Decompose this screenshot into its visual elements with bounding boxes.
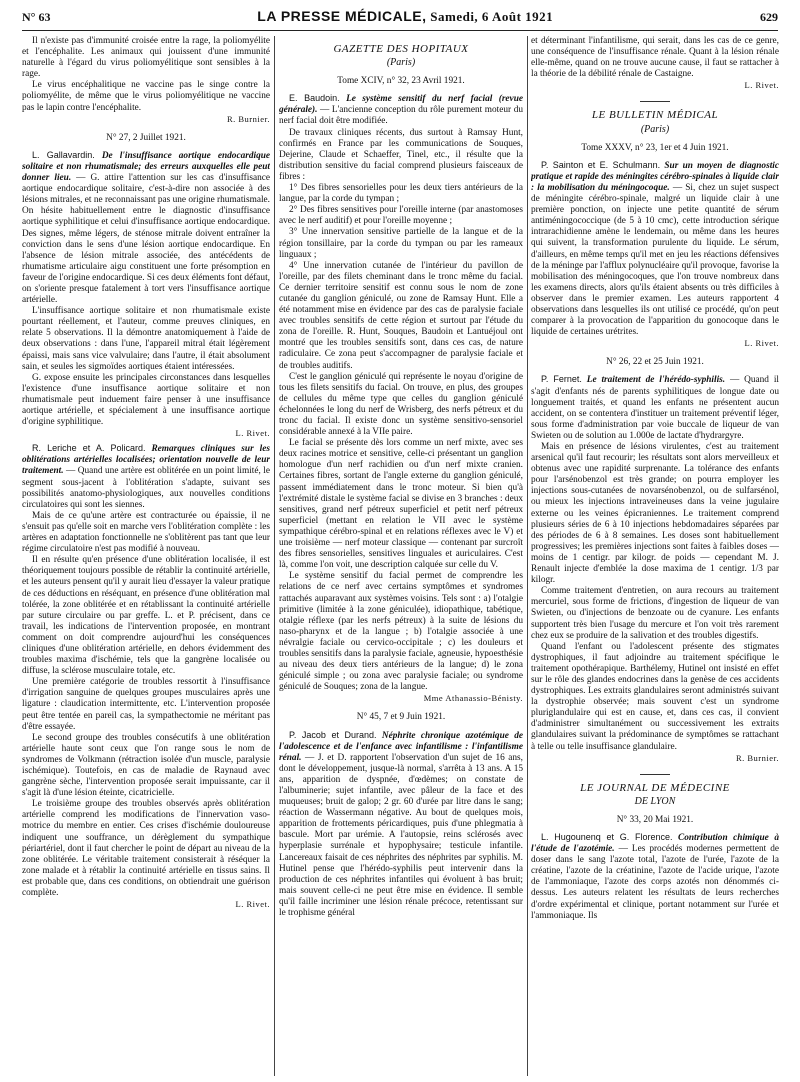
issue-heading: N° 27, 2 Juillet 1921.	[106, 132, 186, 143]
abstract-author: P. Jacob et Durand.	[289, 729, 377, 740]
abstract-text: — J. et D. rapportent l'observation d'un sujet de 16 ans, dont le développement, jusque-là normal, s'arrêta à 13 ans. A 15 ans, apparition de dyspnée, d'œdèmes; on constate de l'albuminerie; sujet infantile, avec pâleur de la face et des muqueuses; bruit de galop; 2 gr. 60 d'urée par litre dans le sang; réaction de Wassermann négative. Au bout de quelques mois, apparition de frottements péricardiques, puis d'une phlegmatia à bascule. Mort par urémie. A l'autopsie, reins sclérosés avec hyperplasie surrénale et hypophysaire; testicule infantile. Lancereaux faisait de ces néphrites des néphrites par syphilis. M. Hutinel pense que l'hérédo-syphilis peut intervenir dans la production de ces néphrites infantiles qui évoluent à bas bruit; mais souvent celle-ci ne peut être mise en évidence. Il semble qu'il faille incriminer une lésion rénale précoce, retentissant sur le trophisme général	[279, 752, 523, 919]
publication-date: Samedi, 6 Août 1921	[430, 9, 554, 24]
issue-heading: Tome XXXV, n° 23, 1er et 4 Juin 1921.	[581, 142, 729, 153]
abstract-text: — Quand il s'agit d'enfants nés de parents syphilitiques de longue date ou longuement traités, et quand les enfants ne présentent aucun accident, on se contentera d'instituer un traitement préventif léger, sous forme d'administration par voie buccale de liqueur de van Swieten ou de solution au 1.000e de lactate d'hydrargyre.	[531, 375, 779, 441]
signature: R. Burnier.	[226, 113, 270, 124]
paragraph: Le second groupe des troubles consécutifs à une oblitération artérielle haute sont ceux que l'on range sous le nom de syndromes de Volkmann (rétraction isolée d'un muscle, paralysie ischémique). Toutefois, en cas de maladie de Raynaud avec gangrène sèche, l'intervention proposée serait impuissante, car il s'agit là d'une lésion éteinte, cicatricielle.	[22, 732, 270, 799]
abstract-title: Remarques cliniques sur les oblitérations artérielles localisées; orientation nouvelle de leur traitement.	[22, 444, 270, 477]
abstract-text: — Les procédés modernes permettent de doser dans le sang l'azote total, l'azote de l'urée, l'azote de la créatine, l'azote de la créatinine, l'azote de l'acide urique, l'azote de l'ammoniaque, l'azote des corps azotés non dénommés ci-dessus. Les auteurs relatent les résultats de leurs recherches d'ordre expérimental et clinique, portant notamment sur l'urée et l'ammoniaque. Ils	[531, 844, 779, 921]
page-number: 629	[759, 10, 778, 24]
abstract-author: P. Sainton et E. Schulmann.	[541, 159, 661, 170]
column-1	[22, 36, 270, 1076]
abstract-text: — Si, chez un sujet suspect de méningite cérébro-spinale, malgré un liquide clair à une première ponction, on injecte une petite quantité de sérum antiméningococcique (de 5 à 10 cmc), cette introduction sérique intrarachidienne amène le lendemain, ou même dans les heures qui suivent, la transformation purulente du liquide. Le sérum, d'ailleurs, en même temps qu'il met en jeu les réactions défensives de la méninge par l'afflux polynucléaire qu'il provoque, favorise la mobilisation des méningocoques, que l'on trouve nombreux dans les examens directs, alors qu'ils étaient absents ou très difficiles à observer dans le premier examen. Les auteurs rapportent 4 observations dans lesquelles ils ont utilisé ce procédé, qu'on peut comparer à la provocation de l'apparition du gonocoque dans le liquide de certaines urétrites.	[531, 182, 779, 338]
abstract-author: E. Baudoin.	[289, 93, 340, 104]
paragraph: 2° Des fibres sensitives pour l'oreille interne (par anastomoses avec le nerf auditif) et pour l'oreille moyenne ;	[279, 205, 523, 227]
paragraph: G. expose ensuite les principales circonstances dans lesquelles l'existence d'une insuffisance aortique solitaire et non rhumatismale peut induement faire penser à une insuffisance aortique artérielle, et spécialement à une insuffisance aortique d'origine syphilitique.	[22, 372, 270, 428]
abstract-author: R. Leriche et A. Policard.	[32, 443, 146, 454]
paragraph: et déterminant l'infantilisme, qui serait, dans les cas de ce genre, une conséquence de l'insuffisance rénale. Quant à la lésion rénale elle-même, quand on ne trouve aucune cause, il faut se rattacher à la théorie de la débilité rénale de Castaigne.	[531, 36, 779, 80]
signature: L. Rivet.	[744, 80, 779, 91]
paragraph: Le système sensitif du facial permet de comprendre les relations de ce nerf avec certains symptômes et syndromes rattachés auparavant aux systèmes voisins. Tels sont : a) l'otalgie primitive (limitée à la zone géniculée), idiopathique, tabétique, otalgie réflexe (par les nerfs pétreux) à la suite de lésions du naso-pharynx et de la langue ; b) l'otalgie associée à une névralgie faciale ou cervico-occipitale ; c) les douleurs et troubles sensitifs dans la paralysie faciale, agneusie, hypoesthésie au niveau des deux tiers antérieurs de la langue; d) le zona géniculé simple ; ou zona avec paralysie faciale; ou syndrome géniculé de Souques; zona de la langue.	[279, 571, 523, 693]
abstract-text: — L'ancienne conception du rôle purement moteur du nerf facial doit être modifiée.	[279, 105, 523, 127]
paragraph: L'insuffisance aortique solitaire et non rhumatismale existe pourtant réellement, et l'auteur, comme preuves cliniques, en relate 5 observations. Il la démontre anatomiquement à l'aide de deux observations : dans l'une, l'appareil mitral était légèrement épaissi, mais sans vice valvulaire; dans l'autre, il était absolument sain, et seules les sigmoïdes aortiques étaient intéressées.	[22, 306, 270, 372]
signature: L. Rivet.	[235, 428, 270, 439]
abstract-text: — G. attire l'attention sur les cas d'insuffisance aortique endocardique solitaire, c'est-à-dire non associée à des lésions mitrales, et ne reconnaissant pas une origine rhumatismale. On hésite habituellement entre le diagnostic d'insuffisance aortique syphilitique et celui d'insuffisance aortique endocardique. Des signes, même légers, de sténose mitrale doivent entraîner la conviction dans le sens d'une lésion aortique endocardique. En l'absence de lésion mitrale associée, des antécédents de rhumatisme articulaire aigu constituent une forte présomption en faveur de l'origine endocardique. Si ces deux éléments font défaut, on s'oriente presque fatalement à tort vers l'insuffisance aortique artérielle.	[22, 173, 270, 306]
column-3	[531, 36, 779, 1076]
section-title: LE BULLETIN MÉDICAL	[591, 109, 719, 122]
signature: Mme Athanassio-Bénisty.	[423, 693, 523, 704]
signature: R. Burnier.	[735, 752, 779, 763]
abstract-title: Contribution chimique à l'étude de l'azotémie.	[531, 833, 779, 855]
paragraph: Le troisième groupe des troubles observés après oblitération artérielle comprend les modifications de l'innervation vaso-motrice du membre en entier. Ces crises d'ischémie douloureuse indiquent une souffrance, un dérèglement du sympathique périartériel, dont il faut chercher le point de départ au niveau de la zone oblitérée. Le véritable traitement consisterait à réséquer la zone malade et à rétablir la continuité artérielle en tissus sains. Il est probable que, dans ces conditions, on obtiendrait une guérison complète.	[22, 799, 270, 899]
column-divider	[274, 36, 275, 1076]
signature: L. Rivet.	[744, 338, 779, 349]
abstract-author: L. Gallavardin.	[32, 149, 95, 160]
abstract-title: Le système sensitif du nerf facial (revue générale).	[279, 94, 523, 116]
abstract-title: Sur un moyen de diagnostic pratique et rapide des méningites cérébro-spinales à liquide clair : la mobilisation du méningocoque.	[531, 160, 779, 193]
section-divider	[640, 774, 670, 775]
paragraph: Mais de ce qu'une artère est contracturée ou épaissie, il ne s'ensuit pas qu'elle soit en marche vers l'oblitération complète : les artères en adaptation fonctionnelle ne s'oblitèrent pas tant que leur régime circulatoire n'est pas modifié à nouveau.	[22, 510, 270, 555]
paragraph: Une première catégorie de troubles ressortit à l'insuffisance d'irrigation sanguine de quelques groupes musculaires après une ligature : claudication intermittente, etc. L'intervention proposée peut être tentée en pareil cas, la sympathectomie ne méritant pas d'être essayée.	[22, 677, 270, 732]
abstract-author: L. Hugounenq et G. Florence.	[541, 832, 673, 842]
abstract-title: Le traitement de l'hérédo-syphilis.	[586, 375, 726, 386]
abstract	[531, 160, 779, 339]
paragraph: Comme traitement d'entretien, on aura recours au traitement mercuriel, sous forme de frictions, d'ingestion de liqueur de van Swieten, ou d'injections de benzoate ou de cyanure. Les enfants supportent très bien l'usage du mercure et l'on voit très rarement chez eux se produire de la salivation et des troubles digestifs.	[531, 586, 779, 641]
paragraph: Il n'existe pas d'immunité croisée entre la rage, la poliomyélite et l'encéphalite. Les animaux qui jouissent d'une immunité naturelle à l'égard du virus poliomyélitique sont sensibles à la rage.	[22, 36, 270, 80]
abstract	[22, 150, 270, 306]
column-divider	[527, 36, 528, 1076]
section-title: LE JOURNAL DE MÉDECINE	[580, 781, 730, 794]
paragraph: 3° Une innervation sensitive partielle de la langue et de la région tonsillaire, par la corde du tympan ou par les rameaux linguaux ;	[279, 227, 523, 260]
section-subtitle: (Paris)	[386, 57, 416, 69]
paragraph: Il en résulte qu'en présence d'une oblitération localisée, il est théoriquement toujours possible de rétablir la continuité artérielle, et les auteurs pensent qu'il y aurait lieu d'essayer la valeur pratique de ces déductions en réséquant, en présence d'une oblitération mal tolérée, la zone oblitérée et en rétablissant la continuité artérielle par suture circulaire ou par greffe. L. et P. précisent, dans ce travail, les indications de l'intervention proposée, en montrant comment on doit comprendre aujourd'hui les conséquences cliniques d'une oblitération artérielle, en dehors évidemment des troubles maxima d'ischémie, tels que la gangrène localisée ou diffuse, la sclérose musculaire totale, etc.	[22, 555, 270, 677]
paragraph: 1° Des fibres sensorielles pour les deux tiers antérieurs de la langue, par la corde du tympan ;	[279, 183, 523, 205]
section-subtitle: DE LYON	[634, 795, 676, 807]
abstract	[279, 730, 523, 920]
abstract-text: — Quand une artère est oblitérée en un point limité, le segment sous-jacent à l'oblitération s'adapte, suivant ses possibilités anatomo-physiologiques, aux nouvelles conditions circulatoires qui sont les siennes.	[22, 466, 270, 510]
abstract-title: De l'insuffisance aortique endocardique solitaire et non rhumatismale; des erreurs auxquelles elle peut donner lieu.	[22, 150, 270, 184]
abstract	[279, 93, 523, 127]
paragraph: 4° Une innervation cutanée de l'intérieur du pavillon de l'oreille, par des filets cheminant dans le tronc même du facial. Ce dernier territoire sensitif est connu sous le nom de zone cutanée du ganglion géniculé, ou zone de Ramsay Hunt. Elle a été notamment mise en évidence par des cas de paralysie faciale avec troubles sensitifs de cette région et surtout par l'étude du zona de l'oreille. R. Hunt, Souques, Baudoin et Lantuéjoul ont montré que les troubles sensitifs sont, dans ces cas, de nature radiculaire. Ce zona peut s'accompagner de paralysie faciale et de troubles auditifs.	[279, 260, 523, 371]
issue-heading: N° 45, 7 et 9 Juin 1921.	[356, 712, 446, 723]
journal-header	[257, 8, 553, 25]
issue-heading: N° 33, 20 Mai 1921.	[616, 814, 694, 825]
abstract-title: Néphrite chronique azotémique de l'adolescence et de l'enfance avec infantilisme : l'infantilisme rénal.	[279, 730, 523, 763]
issue-number: N° 63	[22, 10, 51, 24]
issue-heading: N° 26, 22 et 25 Juin 1921.	[606, 357, 704, 368]
journal-title: LA PRESSE MÉDICALE,	[257, 8, 427, 24]
section-subtitle: (Paris)	[640, 123, 670, 135]
abstract	[22, 443, 270, 511]
paragraph: Le facial se présente dès lors comme un nerf mixte, avec ses deux racines motrice et sensitive, celle-ci présentant un ganglion homologue d'un nerf rachidien ou d'un nerf mixte cranien. Certaines fibres, sortant de l'angle externe du ganglion géniculé, passent immédiatement dans le tronc moteur. Si bien qu'à l'extrémité distale le système facial se divise en 3 branches : deux sensitives, grand nerf pétreux superficiel et petit nerf pétreux superficiel (mettant en relation le VII avec le système sympathique cérébro-spinal et en relations réflexes avec le V) et une troisième — nerf moteur classique — contenant par surcroît des fibres sensorielles, sensitives linguales et auriculaires. C'est là, comme l'on voit, une description calquée sur celle du V.	[279, 438, 523, 571]
abstract-author: P. Fernet.	[541, 374, 582, 385]
page-header	[22, 8, 778, 28]
paragraph: De travaux cliniques récents, dus surtout à Ramsay Hunt, confirmés en France par les communications de Souques, Dejerine, Claude et Schaeffer, Tinel, etc., il résulte que la distribution sensitive du facial comprend plusieurs faisceaux de fibres :	[279, 127, 523, 182]
issue-heading: Tome XCIV, n° 32, 23 Avril 1921.	[337, 76, 465, 87]
section-title: GAZETTE DES HOPITAUX	[333, 43, 469, 55]
abstract	[531, 374, 779, 442]
paragraph: Le virus encéphalitique ne vaccine pas le singe contre la poliomyélite, de même que le virus poliomyélitique ne vaccine pas le lapin contre l'encéphalite.	[22, 80, 270, 113]
signature: L. Rivet.	[235, 899, 270, 910]
column-2	[279, 36, 523, 1076]
paragraph: C'est le ganglion géniculé qui représente le noyau d'origine de tous les filets sensitifs du facial. On trouve, en plus, des groupes de cellules du même type que celles du ganglion géniculé échelonnées le long du nerf de Wrisberg, des nerfs pétreux et du tronc du facial. Il existe donc un système sensitivo-sensoriel considérable annexé à la VIIe paire.	[279, 371, 523, 438]
paragraph: Quand l'enfant ou l'adolescent présente des stigmates dystrophiques, il faut adjoindre au traitement spécifique le traitement opothérapique. Barthélemy, Hutinel ont insisté en effet sur le rôle des glandes endocrines dans la genèse de ces accidents dystrophiques. Les extraits glandulaires seront administrés suivant la dystrophie observée; mais souvent c'est un syndrome pluriglandulaire qui est en cause, et, dans ces cas, il convient d'administrer simultanément ou successivement les extraits glandulaires suivant la prédominance de symptômes se rattachant à telle ou telle insuffisance glandulaire.	[531, 641, 779, 752]
section-divider	[640, 101, 670, 102]
abstract	[531, 832, 779, 922]
paragraph: Mais en présence de lésions virulentes, c'est au traitement arsenical qu'il faut recourir; les résultats sont alors merveilleux et obtenus avec une rapidité surprenante. La tolérance des enfants pour l'arsénobenzol est très grande; on pourra employer les injections sous-cutanées de novarsénobenzol, ou de sulfarsénol, ou mieux les injections intraveineuses dans la veine jugulaire externe ou les veines épicraniennes. Le traitement comprend plusieurs séries de 6 à 10 injections hebdomadaires séparées par des périodes de 6 à 8 semaines. Les doses sont habituellement progressives; les premières injections sont faites à faibles doses — moins de 1 centigr. par kilogr. de poids — cependant M. J. Renault injecte d'emblée la dose maxima de 1 centigr. 1/3 par kilogr.	[531, 442, 779, 586]
header-rule	[22, 30, 778, 31]
